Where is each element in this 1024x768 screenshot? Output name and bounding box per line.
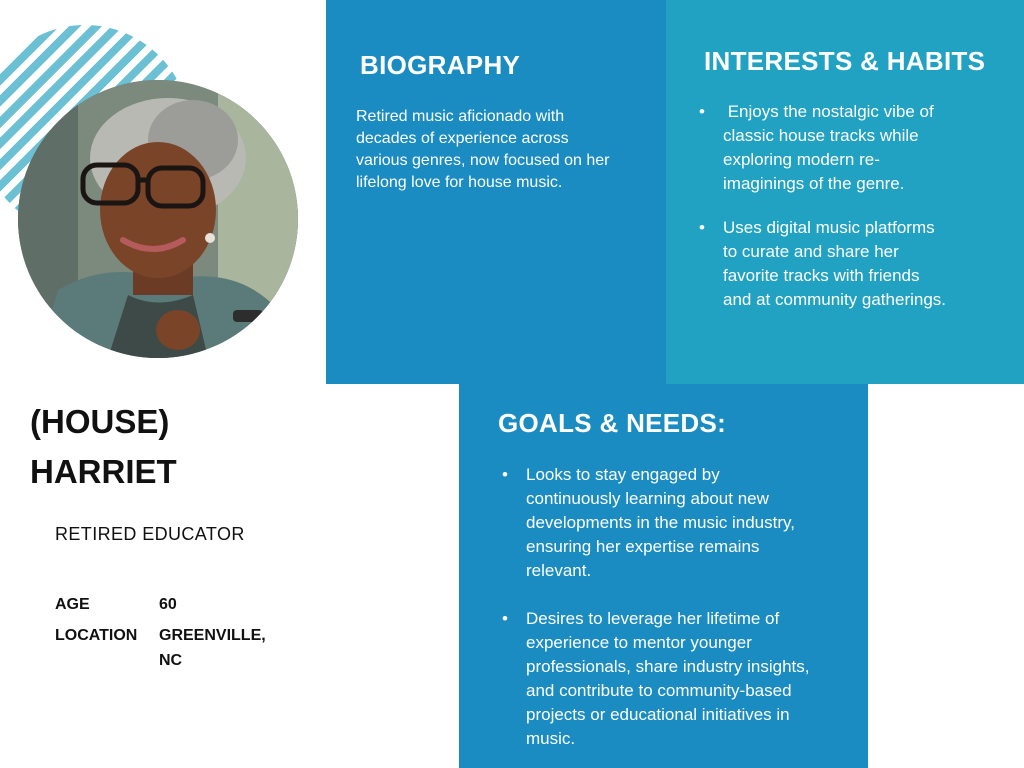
biography-line: various genres, now focused on her	[356, 152, 610, 169]
list-item-line: exploring modern re-	[723, 150, 880, 169]
list-item-line: projects or educational initiatives in	[526, 705, 790, 724]
list-item	[498, 463, 863, 583]
list-item-line: experience to mentor younger	[526, 633, 752, 652]
biography-panel	[326, 0, 666, 384]
biography-line: lifelong love for house music.	[356, 174, 563, 191]
list-item-line: and contribute to community-based	[526, 681, 792, 700]
list-item-line: music.	[526, 729, 576, 748]
list-item-line: and at community gatherings.	[723, 290, 947, 309]
goals-panel	[459, 384, 868, 768]
interests-panel	[666, 0, 1024, 384]
list-item-line: developments in the music industry,	[526, 513, 795, 532]
interests-heading: INTERESTS & HABITS	[704, 46, 986, 76]
list-item-line: • Uses digital music platforms	[723, 218, 935, 237]
list-item-line: • Looks to stay engaged by	[526, 465, 720, 484]
location-value-line: NC	[159, 652, 183, 669]
age-label: AGE	[55, 596, 90, 613]
persona-portrait	[18, 80, 298, 358]
list-item-line: favorite tracks with friends	[723, 266, 920, 285]
list-item	[695, 100, 1015, 196]
persona-name-line2: HARRIET	[30, 453, 177, 490]
list-item-line: • Desires to leverage her lifetime of	[526, 609, 780, 628]
list-item-line: relevant.	[526, 561, 592, 580]
persona-name-line1: (HOUSE)	[30, 403, 170, 440]
list-item-line: classic house tracks while	[723, 126, 919, 145]
list-item-line: to curate and share her	[723, 242, 899, 261]
location-value	[159, 623, 266, 673]
location-label: LOCATION	[55, 627, 138, 644]
biography-text	[356, 106, 656, 194]
biography-line: Retired music aficionado with	[356, 108, 565, 125]
portrait-illustration	[18, 80, 298, 358]
list-item	[498, 607, 863, 751]
biography-heading: BIOGRAPHY	[360, 50, 521, 80]
list-item-line: ensuring her expertise remains	[526, 537, 760, 556]
age-value: 60	[159, 596, 177, 613]
goals-list	[498, 463, 863, 751]
list-item-line: • Enjoys the nostalgic vibe of	[723, 102, 934, 121]
list-item-line: continuously learning about new	[526, 489, 769, 508]
interests-list	[695, 100, 1015, 312]
list-item	[695, 216, 1015, 312]
persona-role: RETIRED EDUCATOR	[55, 524, 245, 544]
biography-line: decades of experience across	[356, 130, 569, 147]
goals-heading: GOALS & NEEDS:	[498, 408, 727, 438]
list-item-line: imaginings of the genre.	[723, 174, 905, 193]
location-value-line: GREENVILLE,	[159, 627, 266, 644]
list-item-line: professionals, share industry insights,	[526, 657, 810, 676]
